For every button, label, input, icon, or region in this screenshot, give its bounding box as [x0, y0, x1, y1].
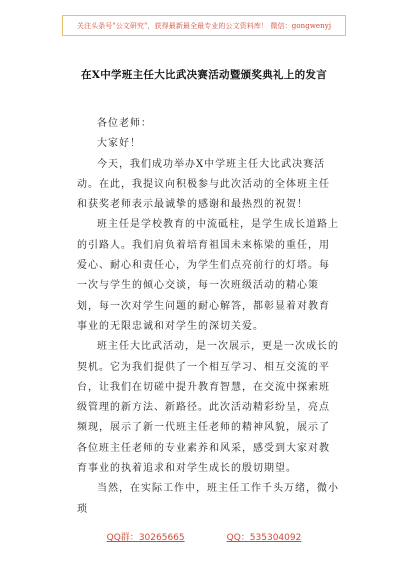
document-title: 在X中学班主任大比武决赛活动暨颁奖典礼上的发言 [80, 69, 328, 81]
qq-contact [227, 530, 302, 543]
greeting: 大家好！ [97, 138, 141, 150]
footer-contacts [0, 530, 408, 543]
qq-group-number: 30265665 [138, 533, 185, 543]
paragraph: 今天，我们成功举办X中学班主任大比武决赛活动。在此，我提议向积极参与此次活动的全体班主任和获奖老师表示最诚挚的感谢和最热烈的祝贺！ [77, 158, 330, 211]
paragraph: 当然，在实际工作中，班主任工作千头万绪，微小琐 [77, 483, 339, 515]
qq-label: QQ： [226, 533, 250, 543]
header-notice: 关注头条号"公文研究"，获得最新最全最专业的公文资料库！ 微信：gongwenyj [76, 21, 332, 30]
paragraph: 班主任是学校教育的中流砥柱，是学生成长道路上的引路人。我们肩负着培育祖国未来栋梁的重任，用爱心、耐心和责任心，为学生们点亮前行的灯塔。每一次与学生的倾心交谈，每一次班级活动的精心策划，每一次对学生问题的耐心解答，都彰显着对教育事业的无限忠诚和对学生的深切关爱。 [77, 219, 339, 332]
document-body [77, 114, 339, 520]
qq-group-label: QQ群： [106, 533, 139, 543]
paragraph: 班主任大比武活动，是一次展示，更是一次成长的契机。它为我们提供了一个相互学习、相互交流的平台，让我们在切磋中提升教育智慧，在交流中探索班级管理的新方法、新路径。此次活动精彩纷呈，亮点频现，展示了新一代班主任老师的精神风貌，展示了各位班主任老师的专业素养和风采，感受到大家对教育事业的执着追求和对学生成长的殷切期望。 [77, 341, 339, 475]
qq-group-contact [107, 530, 185, 543]
header-notice-box [62, 15, 346, 36]
salutation: 各位老师： [97, 118, 152, 129]
qq-number: 535304092 [249, 533, 302, 543]
